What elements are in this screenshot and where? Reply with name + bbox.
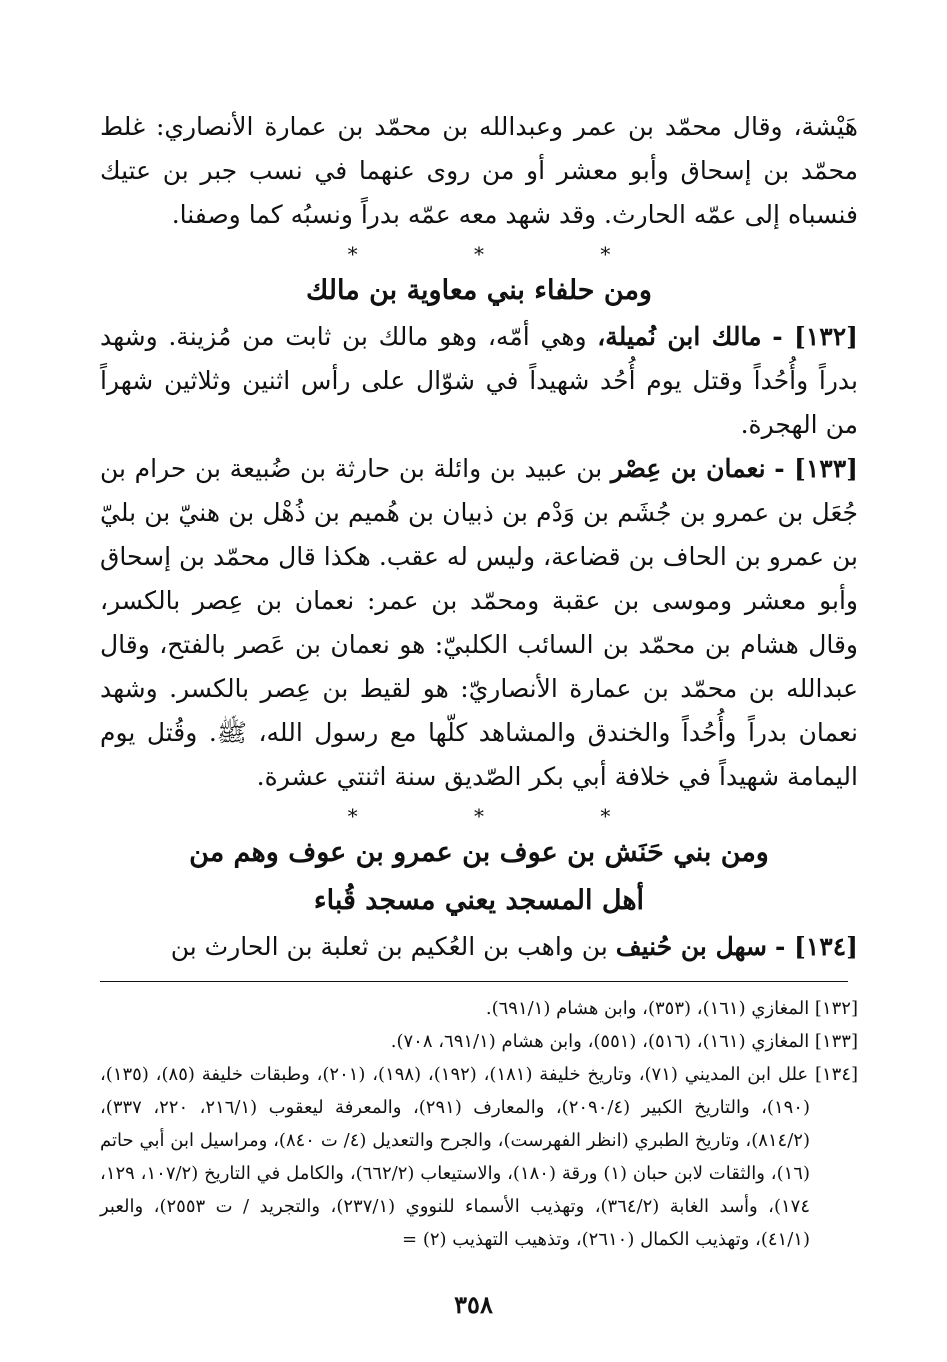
entry-text: بن عبيد بن وائلة بن حارثة بن ضُبيعة بن حرام بن جُعَل بن عمرو بن جُشَم بن وَدْم بن ذبيان بن هُميم بن ذُهْل بن هنيّ بن بليّ بن عمرو بن الحاف بن قضاعة، وليس له عقب. هكذا قال محمّد بن إسحاق وأبو معشر وموسى بن عقبة ومحمّد بن عمر: نعمان بن عِصر بالكسر، وقال هشام بن محمّد بن السائب الكلبيّ: هو نعمان بن عَصر بالفتح، وقال عبدالله بن محمّد بن عمارة الأنصاريّ: هو لقيط بن عِصر بالكسر. وشهد نعمان بدراً وأُحُداً والخندق والمشاهد كلّها مع رسول الله، ﷺ. وقُتل يوم اليمامة شهيداً في خلافة أبي بكر الصّديق سنة اثنتي عشرة. (100, 454, 858, 791)
entry-name: نعمان بن عِصْر (610, 454, 766, 483)
entry-paragraph (100, 447, 858, 799)
footnote-separator (100, 981, 848, 982)
section-divider: * * * (347, 804, 666, 828)
section-heading: ومن حلفاء بني معاوية بن مالك (306, 275, 652, 306)
biography-entry (100, 315, 858, 447)
entry-name: مالك ابن نُميلة، (597, 322, 762, 351)
entry-text: وهي أمّه، وهو مالك بن ثابت من مُزينة. وشهد بدراً وأُحُداً وقتل يوم أُحُد شهيداً في شوّال على رأس اثنين وثلاثين شهراً من الهجرة. (100, 322, 858, 439)
section-heading-line: أهل المسجد يعني مسجد قُباء (313, 885, 645, 916)
section-heading-line: ومن بني حَنَش بن عوف بن عمرو بن عوف وهم من (189, 837, 769, 868)
entry-number: [١٣٢] - (772, 322, 858, 351)
entry-name: سهل بن حُنيف (615, 932, 767, 961)
entry-paragraph (100, 315, 858, 447)
page-content (100, 105, 858, 1256)
continuation-paragraph: هَيْشة، وقال محمّد بن عمر وعبدالله بن محمّد بن عمارة الأنصاري: غلط محمّد بن إسحاق وأبو معشر أو من روى عنهما في نسب جبر بن عتيك فنسباه إلى عمّه الحارث. وقد شهد معه عمّه بدراً ونسبُه كما وصفنا. (100, 112, 858, 229)
footnote: [١٣٢] المغازي (١٦١)، (٣٥٣)، وابن هشام (٦٩١/١). (485, 998, 858, 1019)
footnote: [١٣٣] المغازي (١٦١)، (٥١٦)، (٥٥١)، وابن هشام (٦٩١/١، ٧٠٨). (390, 1031, 858, 1052)
biography-entry (100, 447, 858, 799)
entry-paragraph (100, 925, 858, 969)
entry-number: [١٣٣] - (774, 454, 858, 483)
page-number: ٣٥٨ (454, 1290, 493, 1319)
footnote: [١٣٤] علل ابن المديني (٧١)، وتاريخ خليفة (١٨١)، (١٩٢)، (١٩٨)، (٢٠١)، وطبقات خليفة (٨٥)، (١٣٥)، (١٩٠)، والتاريخ الكبير (٢٠٩٠/٤)، والمعارف (٢٩١)، والمعرفة ليعقوب (٢١٦/١، ٢٢٠، ٣٣٧)، (٨١٤/٢)، وتاريخ الطبري (انظر الفهرست)، والجرح والتعديل (٤/ ت ٨٤٠)، ومراسيل ابن أبي حاتم (١٦)، والثقات لابن حبان (١) ورقة (١٨٠)، والاستيعاب (٦٦٢/٢)، والكامل في التاريخ (١٠٧/٢، ١٢٩، ١٧٤)، وأسد الغابة (٣٦٤/٢)، وتهذيب الأسماء للنووي (٢٣٧/١)، والتجريد / ت ٢٥٥٣)، والعبر (٤١/١)، وتهذيب الكمال (٢٦١٠)، وتذهيب التهذيب (٢) = (100, 1064, 859, 1250)
section-divider: * * * (347, 242, 666, 266)
biography-entry (100, 925, 858, 969)
entry-number: [١٣٤] - (774, 932, 858, 961)
entry-text: بن واهب بن العُكيم بن ثعلبة بن الحارث بن (170, 932, 616, 961)
continuation-text (100, 105, 858, 237)
footnotes (100, 992, 858, 1256)
